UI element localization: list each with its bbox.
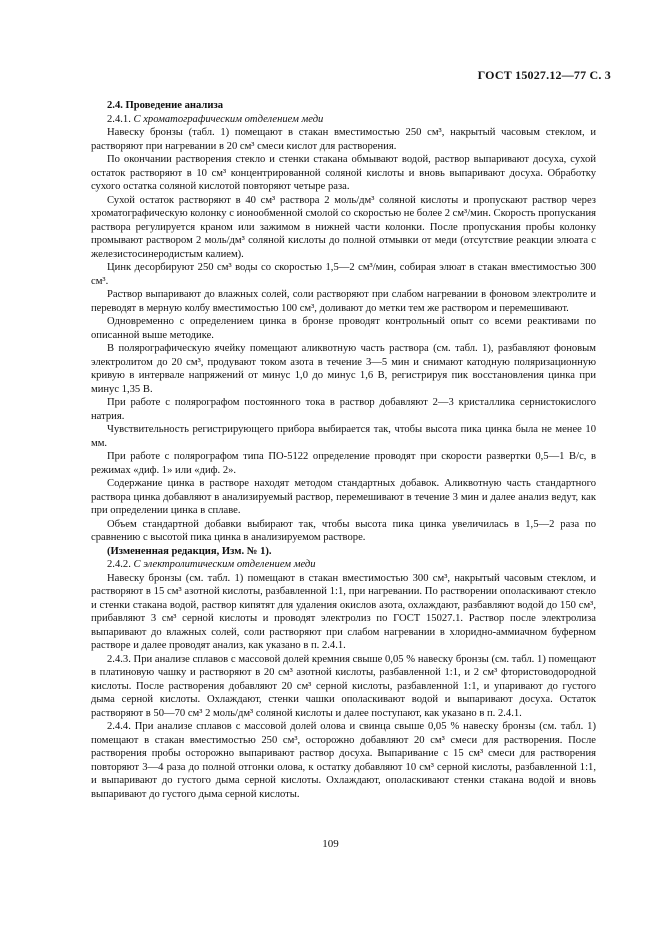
paragraph: При работе с полярографом постоянного тока в раствор добавляют 2—3 кристаллика сернистокислого натрия. bbox=[91, 397, 596, 422]
paragraph-2-4-3: 2.4.3. При анализе сплавов с массовой долей кремния свыше 0,05 % навеску бронзы (см. табл. 1) помещают в платиновую чашку и растворяют в 20 см³ азотной кислоты, разбавленной 1:1, и 2 см³ фтористоводородной кислоты. После растворения добавляют 20 см³ серной кислоты, разбавленной 1:1, и упаривают до густого дыма серной кислоты. Охлаждают, стенки чашки ополаскивают водой и выпаривают досуха. Остаток растворяют в 50—70 см³ 2 моль/дм³ соляной кислоты и далее поступают, как указано в п. 2.4.1. bbox=[91, 653, 596, 719]
subsection-number: 2.4.2. bbox=[107, 559, 131, 570]
page-header: ГОСТ 15027.12—77 С. 3 bbox=[477, 68, 611, 82]
subsection-2-4-2-heading bbox=[91, 558, 596, 572]
document-body bbox=[91, 99, 596, 801]
edit-note: (Измененная редакция, Изм. № 1). bbox=[107, 545, 272, 557]
paragraph: Одновременно с определением цинка в бронзе проводят контрольный опыт со всеми реактивами по описанной выше методике. bbox=[91, 316, 596, 341]
paragraph: В полярографическую ячейку помещают аликвотную часть раствора (см. табл. 1), разбавляют фоновым электролитом до 20 см³, продувают током азота в течение 3—5 мин и снимают катодную поляризационную кривую в интервале напряжений от минус 1,0 до минус 1,6 В, регистрируя пик восстановления цинка при минус 1,35 В. bbox=[91, 343, 596, 395]
subsection-title: С хроматографическим отделением меди bbox=[133, 113, 324, 125]
paragraph-2-4-4: 2.4.4. При анализе сплавов с массовой долей олова и свинца свыше 0,05 % навеску бронзы (см. табл. 1) помещают в стакан вместимостью 250 см³, осторожно добавляют 20 см³ смеси для растворения. После растворения пробы осторожно выпаривают раствор досуха. Выпаривание с 15 см³ смеси для растворения повторяют 3—4 раза до полной отгонки олова, к остатку добавляют 10 см³ серной кислоты, разбавленной 1:1, и выпаривают до густого дыма серной кислоты. Охлаждают, ополаскивают стенки стакана водой и вновь выпаривают до густого дыма серной кислоты. bbox=[91, 721, 596, 800]
page-number: 109 bbox=[322, 838, 339, 850]
paragraph: Объем стандартной добавки выбирают так, чтобы высота пика цинка увеличилась в 1,5—2 раза по сравнению с высотой пика цинка в анализируемом растворе. bbox=[91, 518, 596, 543]
paragraph: Чувствительность регистрирующего прибора выбирается так, чтобы высота пика цинка была не менее 10 мм. bbox=[91, 424, 596, 449]
subsection-2-4-1-heading bbox=[91, 113, 596, 127]
paragraph: Содержание цинка в растворе находят методом стандартных добавок. Аликвотную часть стандартного раствора цинка добавляют в анализируемый раствор, перемешивают в течение 3 мин и далее анализ ведут, как при определении цинка в сплаве. bbox=[91, 478, 596, 516]
paragraph: Цинк десорбируют 250 см³ воды со скоростью 1,5—2 см³/мин, собирая элюат в стакан вместимостью 300 см³. bbox=[91, 262, 596, 287]
subsection-title: С электролитическим отделением меди bbox=[133, 559, 316, 570]
paragraph: Навеску бронзы (табл. 1) помещают в стакан вместимостью 250 см³, накрытый часовым стеклом, и растворяют при нагревании в 20 см³ смеси кислот для растворения. bbox=[91, 127, 596, 152]
paragraph: Раствор выпаривают до влажных солей, соли растворяют при слабом нагревании в фоновом электролите и переводят в мерную колбу вместимостью 100 см³, доливают до метки тем же раствором и перемешивают. bbox=[91, 289, 596, 314]
subsection-number: 2.4.1. bbox=[107, 113, 131, 125]
paragraph: Навеску бронзы (см. табл. 1) помещают в стакан вместимостью 300 см³, накрытый часовым стеклом, и растворяют в 15 см³ азотной кислоты, разбавленной 1:1, при нагревании. По растворении ополаскивают стекло и стенки стакана водой, раствор кипятят для удаления окислов азота, охлаждают, разбавляют водой до 150 см³, прибавляют 3 см³ серной кислоты и проводят электролиз по ГОСТ 15027.1. Раствор после электролиза выпаривают до влажных солей, соли растворяют при слабом нагревании в хлоридно-аммиачном буферном растворе и далее проводят анализ, как указано в п. 2.4.1. bbox=[91, 572, 596, 651]
paragraph: При работе с полярографом типа ПО-5122 определение проводят при скорости развертки 0,5—1 В/с, в режимах «диф. 1» или «диф. 2». bbox=[91, 451, 596, 476]
paragraph: Сухой остаток растворяют в 40 см³ раствора 2 моль/дм³ соляной кислоты и пропускают раствор через хроматографическую колонку с ионообменной смолой со скоростью не более 2 см³/мин. Скорость пропускания раствора регулируется краном или зажимом в нижней части колонки. После пропускания пробы колонку промывают раствором 2 моль/дм³ соляной кислоты до полной отмывки от меди (отсутствие реакции элюата с железистосинеродистым калием). bbox=[91, 194, 596, 260]
section-heading: 2.4. Проведение анализа bbox=[107, 100, 223, 111]
paragraph: По окончании растворения стекло и стенки стакана обмывают водой, раствор выпаривают досуха, сухой остаток растворяют в 10 см³ концентрированной соляной кислоты и вновь выпаривают досуха. Обработку сухого остатка соляной кислотой повторяют четыре раза. bbox=[91, 154, 596, 192]
